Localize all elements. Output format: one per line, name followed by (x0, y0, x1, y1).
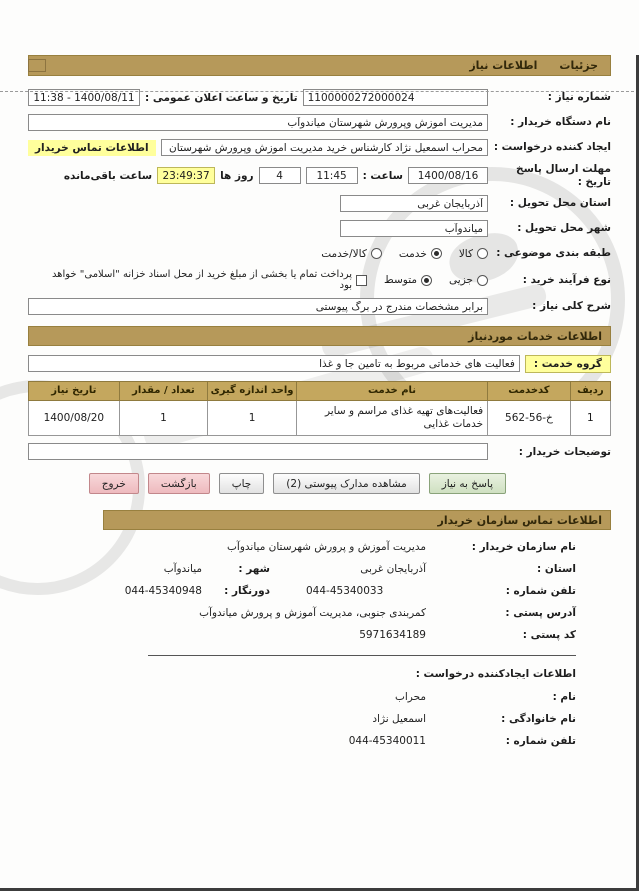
row-buyer-org (28, 113, 611, 132)
service-group-label: گروه خدمت : (525, 355, 611, 373)
org-name-label: نام سازمان خریدار : (471, 540, 576, 553)
tab-details[interactable]: جزئیات (559, 59, 598, 72)
row-creator (28, 138, 611, 157)
creator-row-last-name (103, 710, 576, 727)
buyer-notes-input[interactable] (28, 443, 488, 460)
delivery-province-label: استان محل تحویل : (509, 197, 611, 210)
col-service-name: نام خدمت (296, 382, 487, 401)
buyer-notes-label: توضیحات خریدار : (518, 445, 611, 458)
cell-service-code: خ-56-562 (488, 401, 571, 436)
table-row (29, 401, 611, 436)
services-section-header (28, 326, 611, 346)
buyer-contact-link[interactable]: اطلاعات تماس خریدار (28, 140, 156, 156)
print-button[interactable]: چاپ (219, 473, 265, 494)
row-delivery-province (28, 194, 611, 213)
province-label: استان : (537, 562, 576, 575)
contact-row-location (103, 560, 576, 577)
delivery-city-label: شهر محل تحویل : (517, 222, 611, 235)
deadline-label: مهلت ارسال پاسخ تاریخ : (516, 163, 611, 188)
creator-input[interactable] (161, 139, 488, 156)
first-name-value: محراب (395, 690, 426, 703)
treasury-checkbox[interactable] (356, 275, 367, 286)
contact-row-phone-fax (103, 582, 576, 599)
creator-phone-value: 044-45340011 (348, 734, 426, 747)
row-delivery-city (28, 219, 611, 238)
respond-to-need-button[interactable]: پاسخ به نیاز (429, 473, 506, 494)
address-label: آدرس پستی : (505, 606, 576, 619)
fax-value: 044-45340948 (124, 584, 202, 597)
category-option-goods-service[interactable] (321, 248, 382, 260)
contact-row-org (103, 538, 576, 555)
buyer-org-label: نام دستگاه خریدار : (510, 116, 611, 129)
cell-quantity: 1 (119, 401, 208, 436)
delivery-city-input[interactable] (340, 220, 488, 237)
process-type-label: نوع فرآیند خرید : (522, 273, 611, 286)
deadline-time-input[interactable] (306, 167, 358, 184)
city-value: میاندوآب (163, 562, 202, 575)
back-button[interactable]: بازگشت (148, 473, 210, 494)
treasury-checkbox-group[interactable] (40, 269, 367, 291)
header-tab-bar (28, 55, 611, 76)
radio-icon[interactable] (371, 248, 382, 259)
row-category (28, 244, 611, 263)
deadline-date-input[interactable] (408, 167, 488, 184)
last-name-label: نام خانوادگی : (501, 712, 576, 725)
col-unit: واحد اندازه گیری (208, 382, 297, 401)
col-quantity: تعداد / مقدار (119, 382, 208, 401)
creator-label: ایجاد کننده درخواست : (493, 141, 611, 154)
phone-value: 044-45340033 (306, 584, 384, 597)
process-option-medium[interactable] (384, 274, 432, 286)
row-need-description (28, 297, 611, 316)
process-option-minor[interactable] (449, 274, 488, 286)
radio-label: جزیی (449, 274, 473, 287)
radio-label: متوسط (384, 274, 418, 287)
radio-label: خدمت (398, 247, 427, 260)
last-name-value: اسمعیل نژاد (372, 712, 426, 725)
contact-row-address (103, 604, 576, 621)
services-table (28, 381, 611, 436)
phone-label: تلفن شماره : (505, 584, 576, 597)
cell-service-name: فعالیت‌های تهیه غذای مراسم و سایر خدمات غذایی (296, 401, 487, 436)
deadline-time-label: ساعت : (362, 169, 403, 182)
postal-code-label: کد پستی : (522, 628, 576, 641)
first-name-label: نام : (552, 690, 576, 703)
radio-icon[interactable] (431, 248, 442, 259)
category-label: طبقه بندی موضوعی : (496, 247, 611, 260)
deadline-days-input[interactable] (259, 167, 301, 184)
org-name-value: مدیریت آموزش و پرورش شهرستان میاندوآب (227, 540, 426, 553)
category-option-service[interactable] (399, 248, 442, 260)
address-value: کمربندی جنوبی، مدیریت آموزش و پرورش میاندوآب (199, 606, 426, 619)
radio-label: کالا/خدمت (321, 247, 367, 260)
need-number-label: شماره نیاز : (547, 91, 611, 104)
fax-label: دورنگار : (224, 584, 270, 597)
province-value: آذربایجان غربی (360, 562, 426, 575)
buyer-org-input[interactable] (28, 114, 488, 131)
remaining-time-label: ساعت باقی‌مانده (63, 169, 153, 182)
contact-section-title: اطلاعات تماس سازمان خریدار (437, 513, 602, 527)
exit-button[interactable]: خروج (89, 473, 139, 494)
creator-info-title: اطلاعات ایجادکننده درخواست : (415, 668, 576, 681)
action-buttons (28, 473, 611, 494)
row-service-group (28, 354, 611, 373)
deadline-days-label: روز ها (220, 169, 254, 182)
announce-label: تاریخ و ساعت اعلان عمومی : (145, 91, 298, 104)
need-description-label: شرح کلی نیاز : (532, 300, 611, 313)
services-table-header-row (29, 382, 611, 401)
view-attachments-button[interactable]: مشاهده مدارک پیوستی (2) (273, 473, 419, 494)
services-section-title: اطلاعات خدمات موردنیاز (468, 329, 602, 343)
city-label: شهر : (238, 562, 270, 575)
service-group-input[interactable] (28, 355, 520, 372)
dashed-separator (0, 91, 639, 92)
cell-unit: 1 (208, 401, 297, 436)
cell-row-number: 1 (570, 401, 610, 436)
tab-need-info[interactable]: اطلاعات نیاز (469, 59, 538, 72)
procurement-need-page (0, 55, 639, 749)
section-divider (148, 655, 576, 656)
radio-icon[interactable] (477, 275, 488, 286)
row-buyer-notes (28, 442, 611, 461)
contact-section-header (103, 510, 611, 530)
remaining-time-badge: 23:49:37 (157, 167, 215, 184)
delivery-province-input[interactable] (340, 195, 488, 212)
radio-icon[interactable] (421, 275, 432, 286)
category-option-goods[interactable] (459, 248, 488, 260)
creator-row-first-name (103, 688, 576, 705)
creator-row-phone (103, 732, 576, 749)
col-row-number: ردیف (570, 382, 610, 401)
radio-label: کالا (458, 247, 473, 260)
row-deadline (28, 163, 611, 188)
buyer-contact-section (103, 510, 611, 749)
treasury-note: پرداخت تمام یا بخشی از مبلغ خرید از محل اسناد خزانه "اسلامی" خواهد بود (51, 269, 353, 292)
need-form (28, 88, 611, 749)
need-description-input[interactable] (28, 298, 488, 315)
postal-code-value: 5971634189 (359, 628, 426, 641)
row-process-type (28, 269, 611, 291)
col-service-code: کدخدمت (488, 382, 571, 401)
col-need-date: تاریخ نیاز (29, 382, 120, 401)
radio-icon[interactable] (477, 248, 488, 259)
contact-row-postal (103, 626, 576, 643)
cell-need-date: 1400/08/20 (29, 401, 120, 436)
corner-accent-chip (28, 59, 46, 72)
creator-phone-label: تلفن شماره : (505, 734, 576, 747)
